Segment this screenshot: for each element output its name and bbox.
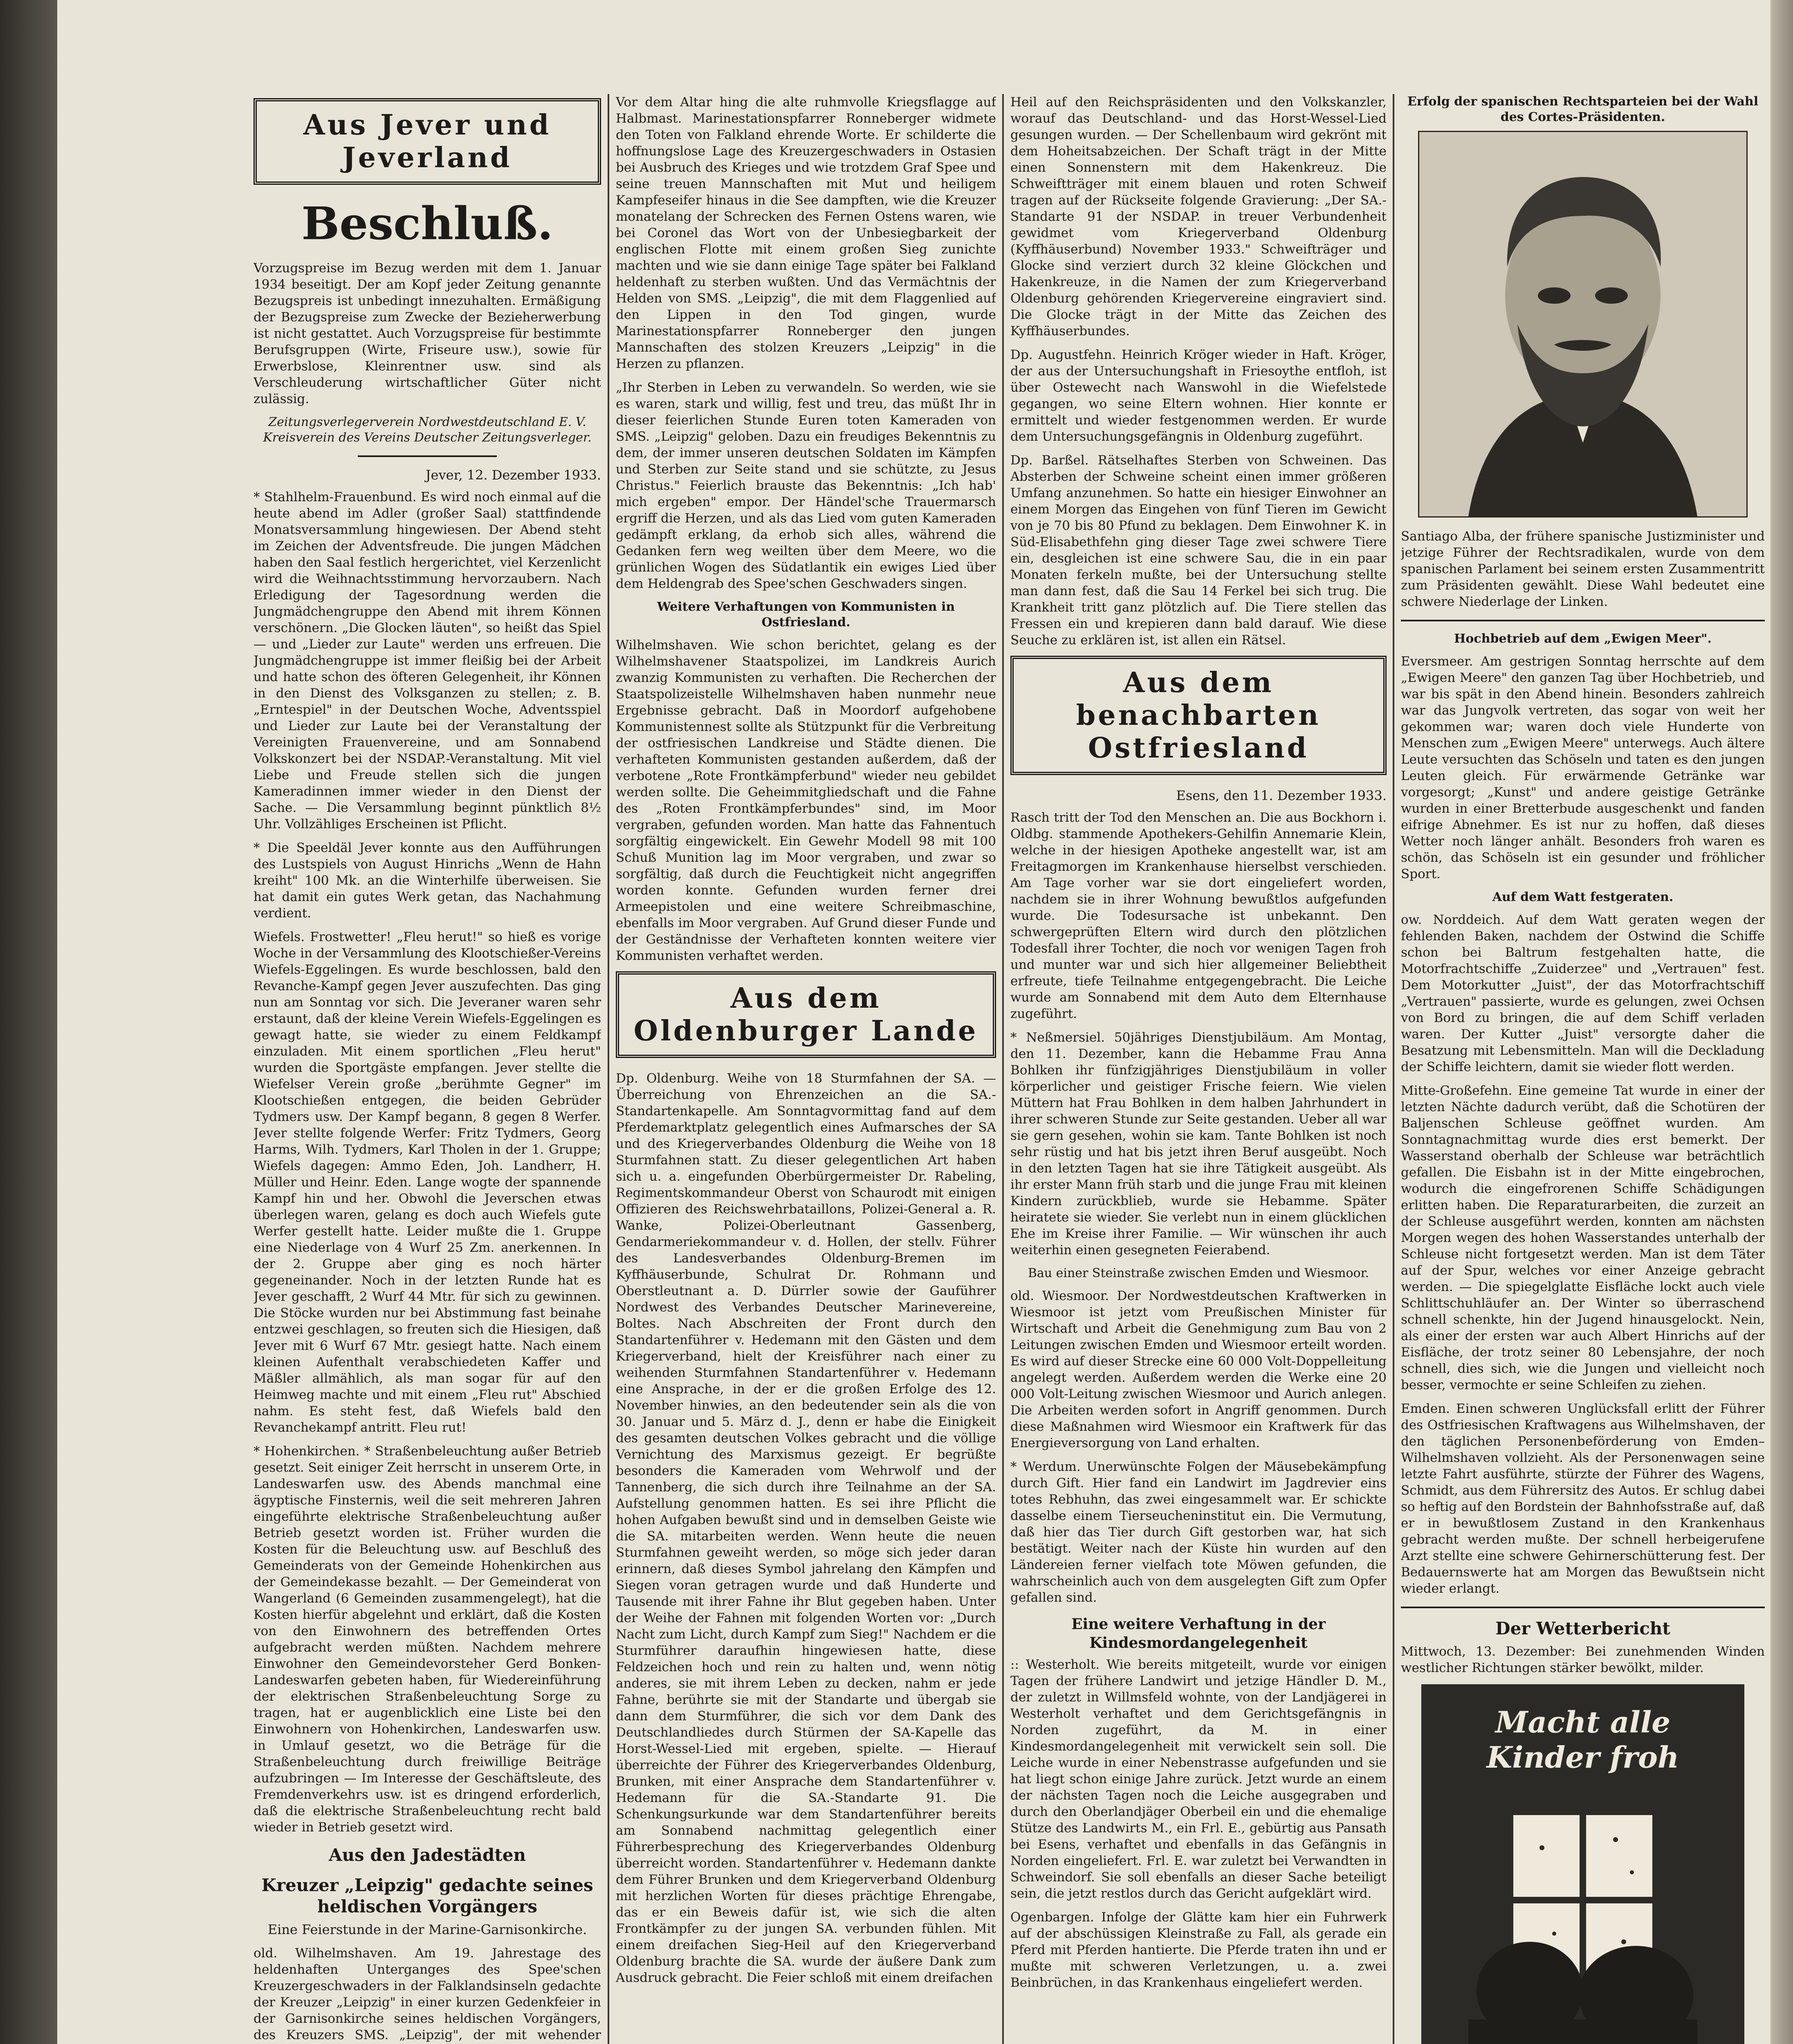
heading-jadestaedten: Aus den Jadestädten <box>328 1845 526 1865</box>
heading-ewiges-meer: Hochbetrieb auf dem „Ewigen Meer". <box>1454 632 1712 646</box>
column-4 <box>1401 94 1765 2044</box>
article-text: Wiefels. Frostwetter! „Fleu herut!" so hieß es vorige Woche in der Versammlung des Klootschießer-Vereins Wiefels-Eggelingen. Es wurde beschlossen, bald den Revanche-Kampf gegen Jever auszufechten. Das ging nun am Sonntag vor sich. Die Jeveraner waren sehr erstaunt, daß der kleine Verein Wiefels-Eggelingen es gewagt hatte, sie wieder zu einem Feldkampf einzuladen. Mit einem sportlichen „Fleu herut" wurden die Sportgäste empfangen. Jever stellte die Wiefelser Verein große „berühmte Gegner" im Klootschießen entgegen, die beiden Gebrüder Tydmers usw. Der Kampf begann, 8 gegen 8 Werfer. Jever stellte folgende Werfer: Fritz Tydmers, Georg Harms, Wilh. Tydmers, Karl Tholen in der 1. Gruppe; Wiefels dagegen: Ammo Eden, Joh. Landherr, H. Müller und Heinr. Eden. Lange wogte der spannende Kampf hin und her. Obwohl die Jeverschen etwas überlegen waren, gelang es doch auch Wiefels gute Werfer gestellt hatte. Leider mußte die 1. Gruppe eine Niederlage von 4 Wurf 25 Zm. anerkennen. In der 2. Gruppe aber ging es noch härter gegeneinander. Noch in der letzten Runde hat es Jever geschafft, 2 Wurf 44 Mtr. für sich zu gewinnen. Die Stöcke wurden nur bei Abstimmung fast beinahe entzwei geschlagen, so freuten sich die Hiesigen, daß Jever mit 6 Wurf 67 Mtr. gesiegt hatte. Nach einem kleinen Aufenthalt verabschiedeten Kaffer und Mäßler allmählich, als man sogar für auf den Heimweg machte und mit einem „Fleu rut" Abschied nahm. Es steht fest, daß Wiefels bald den Revanchekampf antritt. Fleu rut! <box>254 930 601 1435</box>
divider <box>1401 620 1765 621</box>
column-rule <box>1393 94 1394 2044</box>
photo-headline: Erfolg der spanischen Rechtsparteien bei der Wahl des Cortes-Präsidenten. <box>1407 94 1759 124</box>
article-text: Heil auf den Reichspräsidenten und den Volkskanzler, worauf das Deutschland- und das Horst-Wessel-Lied gesungen wurden. — Der Schellenbaum wird gekrönt mit dem Hoheitsabzeichen. Der Schaft trägt in der Mitte einen Sonnenstern mit dem Hakenkreuz. Die Schweiftträger mit einem blauen und roten Schweif tragen auf der Rückseite folgende Gravierung: „Der SA.-Standarte 91 der NSDAP. in treuer Verbundenheit gewidmet vom Kriegerverband Oldenburg (Kyffhäuserbund) November 1933." Schweifträger und Glocke sind verziert durch 32 kleine Glöckchen und Hakenkreuze, in die Namen der zum Kriegerverband Oldenburg gehörenden Kriegervereine eingraviert sind. Die Glocke trägt in der Mitte das Zeichen des Kyffhäuserbundes. <box>1010 95 1387 338</box>
article-text: Dp. Barßel. Rätselhaftes Sterben von Schweinen. Das Absterben der Schweine scheint einen immer größeren Umfang anzunehmen. So hatte ein hiesiger Einwohner an einem Morgen das Eingehen von fünf Tieren im Gewicht von je 70 bis 80 Pfund zu beklagen. Dem Einwohner K. in Süd-Elisabethfehn ging dieser Tage zwei schwere Tiere ein, desgleichen ist eine schwere Sau, die in ein paar Monaten ferkeln mußte, bei der Untersuchung stellte man dann fest, daß die Sau 14 Ferkel bei sich trug. Die Krankheit tritt ganz plötzlich auf. Die Tiere stellen das Fressen ein und krepieren dann bald darauf. Wie diese Seuche zu erklären ist, ist allen ein Rätsel. <box>1010 453 1387 648</box>
article-text: Wilhelmshaven. Wie schon berichtet, gelang es der Wilhelmshavener Staatspolizei, im Landkreis Aurich zwanzig Kommunisten zu verhaften. Die Recherchen der Staatspolizeistelle Wilhelmshaven haben nunmehr neue Ergebnisse gebracht. Daß in Moordorf aufgehobene Kommunistennest sollte als Stützpunkt für die Verbreitung der ostfriesischen Landkreise und Städte dienen. Die verhafteten Kommunisten gestanden außerdem, daß der verbotene „Rote Frontkämpferbund" wieder neu gebildet werden sollte. Die Geheimmitgliedschaft und die Fahne des „Roten Frontkämpferbundes" sind, im Moor vergraben, gefunden worden. Man hatte das Fahnentuch sorgfältig eingewickelt. Ein Gewehr Modell 98 mit 100 Schuß Munition lag im Moor vergraben, und zwar so sorgfältig, daß durch die Feuchtigkeit nicht angegriffen worden konnte. Gefunden wurden ferner drei Armeepistolen und eine weitere Schreibmaschine, ebenfalls im Moor vergraben. Auf Grund dieser Funde und der Geständnisse der Verhafteten konnten weitere vier Kommunisten verhaftet werden. <box>616 638 996 963</box>
article-text: Vorzugspreise im Bezug werden mit dem 1. Januar 1934 beseitigt. Der am Kopf jeder Zeitung genannte Bezugspreis ist unbedingt innezuhalten. Ermäßigung der Bezugspreise zum Zwecke der Bezieherwerbung ist nicht gestattet. Auch Vorzugspreise für bestimmte Berufsgruppen (Wirte, Friseure usw.), sowie für Erwerbslose, Kleinrentner usw. sind als Verschleuderung wirtschaftlicher Güter nicht zulässig. <box>254 261 601 406</box>
article-text: Eversmeer. Am gestrigen Sonntag herrschte auf dem „Ewigen Meere" den ganzen Tag über Hochbetrieb, und war bis spät in den Abend hinein. Besonders zahlreich war das Jungvolk vertreten, das sogar von weit her gekommen war; waren doch viele Hunderte von Menschen zum „Ewigen Meere" unterwegs. Auch ältere Leute versuchten das Schöseln und taten es den jungen Leuten gleich. Für erwärmende Getränke war vorgesorgt; „Kunst" und andere geistige Getränke wurden in einer Bretterbude ausgeschenkt und fanden eifrige Abnehmer. Es ist nur zu hoffen, daß dieses Wetter noch länger anhält. Besonders froh waren es schön, das Schöseln ist ein gesunder und fröhlicher Sport. <box>1401 654 1765 881</box>
heading-watt: Auf dem Watt festgeraten. <box>1492 890 1674 904</box>
section-header-oldenburg: Aus dem Oldenburger Lande <box>616 971 996 1058</box>
dateline: Jever, 12. Dezember 1933. <box>425 467 601 483</box>
article-text: „Ihr Sterben in Leben zu verwandeln. So werden, wie sie es waren, stark und willig, fest und treu, das müßt Ihr in dieser feierlichen Stunde Euren toten Kameraden von SMS. „Leipzig" geloben. Dazu ein freudiges Bekenntnis zu dem, der immer unseren deutschen Soldaten im Kämpfen und Sterben zur Seite stand und sie schützte, zu Jesus Christus." Feierlich brauste das Bekenntnis: „Ich hab' mich ergeben" empor. Der Händel'sche Trauermarsch ergriff die Herzen, und als das Lied vom guten Kameraden gedämpft erklang, da erhob sich alles, während die Gedanken fern weg weilten über dem Meere, wo die grünlichen Wogen des Südatlantik ein ewiges Lied über dem Heldengrab des Spee'schen Geschwaders singen. <box>616 380 996 591</box>
christmas-advertisement <box>1421 1684 1744 2044</box>
dateline: Esens, den 11. Dezember 1933. <box>1176 788 1387 803</box>
article-text: old. Wiesmoor. Der Nordwestdeutschen Kraftwerken in Wiesmoor ist jetzt vom Preußischen Minister für Wirtschaft und Arbeit die Genehmigung zum Bau von 2 Leitungen zwischen Emden und Wiesmoor erteilt worden. Es wird auf dieser Strecke eine 60 000 Volt-Doppelleitung angelegt werden. Außerdem werden die Werke eine 20 000 Volt-Leitung zwischen Wiesmoor und Aurich anlegen. Die Arbeiten werden sofort in Angriff genommen. Durch diese Maßnahmen wird Wiesmoor ein Kraftwerk für das Energieversorgung von Land erhalten. <box>1010 1289 1387 1450</box>
article-text: Mitte-Großefehn. Eine gemeine Tat wurde in einer der letzten Nächte dadurch verübt, daß die Schotüren der Baljenschen Schleuse geöffnet wurden. Am Sonntagnachmittag wurde dies erst bemerkt. Der Wasserstand oberhalb der Schleuse war beträchtlich gefallen. Die Eisbahn ist in der Mitte eingebrochen, wodurch die eingefrorenen Schiffe Schädigungen erlitten haben. Die Reparaturarbeiten, die zurzeit an der Schleuse ausgeführt werden, konnten am nächsten Morgen wegen des hohen Wasserstandes unterhalb der Schleuse nicht fortgesetzt werden. Man ist dem Täter auf der Spur, welches vor einer Anzeige gebracht werden. — Die spiegelglatte Eisfläche lockt auch viele Schlittschuhläufer an. Der Winter so überraschend schnell schenkte, hin der Jugend hinausgelockt. Nein, als einer der ersten war auch Albert Hinrichs auf der Eisfläche, der trotz seiner 80 Lebensjahre, der noch schnell, dies sich, wie die Jungen und vielleicht noch besser, vermochte er seine Schleifen zu ziehen. <box>1401 1083 1765 1392</box>
window-children-illustration <box>1460 1799 1705 2044</box>
article-text: Ogenbargen. Infolge der Glätte kam hier ein Fuhrwerk auf der abschüssigen Kleinstraße zu Fall, als gerade ein Pferd mit Pferden hantierte. Die Pferde traten ihn und er mußte mit schweren Verletzungen, u. a. zwei Beinbrüchen, in das Krankenhaus eingeliefert werden. <box>1010 1910 1387 1990</box>
heading-steinstrasse: Bau einer Steinstraße zwischen Emden und Wiesmoor. <box>1028 1266 1369 1280</box>
heading-kreuzer-leipzig: Kreuzer „Leipzig" gedachte seines heldischen Vorgängers <box>261 1875 593 1916</box>
heading-verhaftungen: Weitere Verhaftungen von Kommunisten in Ostfriesland. <box>657 600 955 630</box>
column-2 <box>616 94 996 2044</box>
column-1 <box>254 94 601 2044</box>
article-text: Dp. Oldenburg. Weihe von 18 Sturmfahnen der SA. — Überreichung von Ehrenzeichen an die SA.-Standartenkapelle. Am Sonntagvormittag fand auf dem Pferdemarktplatz gelegentlich eines Aufmarsches der SA und des Kriegerverbandes Oldenburg die Weihe von 18 Sturmfahnen statt. Zu dieser gelegentlichen Art haben sich u. a. eingefunden Oberbürgermeister Dr. Rabeling, Regimentskommandeur Oberst von Schaurodt mit einigen Offizieren des Reichswehrbataillons, Polizei-General a. R. Wanke, Polizei-Oberleutnant Gassenberg, Gendarmeriekommandeur v. d. Hollen, der stellv. Führer des Landesverbandes Oldenburg-Bremen im Kyffhäuserbunde, Schulrat Dr. Rohmann und Oberstleutnant a. D. Dürrler sowie der Gauführer Nordwest des Verbandes Deutscher Marinevereine, Boltes. Nach Abschreiten der Front durch den Standartenführer v. Hedemann mit den Gästen und dem Kriegerverband, hielt der Kreisführer nach einer zu weihenden Sturmfahnen Standartenführer v. Hedemann eine Ansprache, in der er die großen Erfolge des 12. November hinwies, an den bedeutender sein als die von 30. Januar und 5. März d. J., denn er habe die Einigkeit des gesamten deutschen Volkes gebracht und die völlige Vernichtung des Marxismus gezeigt. Er begrüßte besonders die Kameraden vom Wehrwolf und der Tannenberg, die sich durch ihre Teilnahme an der SA. Aufstellung genommen hatten. Es sei ihre Pflicht die hohen Aufgaben bewußt sind und in demselben Geiste wie die SA. mitarbeiten werden. Wenn heute die neuen Sturmfahnen geweiht werden, so möge sich jeder daran erinnern, daß dieses Symbol jahrelang den Kämpfen und Siegen voran getragen wurde und daß Hunderte und Tausende mit ihrer Fahne ihr Blut gegeben haben. Unter der Weihe der Fahnen mit folgenden Worten vor: „Durch Nacht zum Licht, durch Kampf zum Sieg!" Nachdem er die Sturmführer daraufhin hingewiesen hatte, diese Feldzeichen hoch und rein zu halten und, wenn nötig anderes, sie mit ihrem Leben zu decken, nahm er jede Fahne, berührte sie mit der Standarte und übergab sie dann dem Sturmführer, die sich vor dem Dank des Deutschlandliedes durch Stürmen der SA-Kapelle das Horst-Wessel-Lied mit ergeben, spielte. — Hierauf überreichte der Führer des Kriegerverbandes Oldenburg, Brunken, mit einer Ansprache dem Standartenführer v. Hedemann für die SA.-Standarte 91. Die Schenkungsurkunde war dem Standartenführer bereits am Sonnabend nachmittag gelegentlich einer Führerbesprechung des Kriegerverbandes Oldenburg überreicht worden. Standartenführer v. Hedemann dankte dem Führer Brunken und dem Kriegerverband Oldenburg mit herzlichen Worten für dieses prächtige Ehrengabe, das er ein Beweis dafür ist, wie sich die alten Frontkämpfer zu der jungen SA. verbunden fühlen. Mit einem dreifachen Sieg-Heil auf den Kriegerverband Oldenburg brachte die SA. wurde der äußere Dank zum Ausdruck gebracht. Die Feier schloß mit einem dreifachen <box>616 1071 996 1985</box>
article-text: old. Wilhelmshaven. Am 19. Jahrestage des heldenhaften Unterganges des Spee'schen Kreuzergeschwaders in der Falklandsinseln gedachte der Kreuzer „Leipzig" in einer kurzen Gedenkfeier in der Garnisonkirche seines heldischen Vorgängers, des Kreuzers SMS. „Leipzig", der mit wehender <box>254 1946 601 2042</box>
section-header-ostfriesland: Aus dem benachbarten Ostfriesland <box>1010 656 1387 775</box>
portrait-photo <box>1418 131 1748 518</box>
headline-beschluss: Beschluß. <box>301 197 553 250</box>
article-text: * Die Speeldäl Jever konnte aus den Aufführungen des Lustspiels von August Hinrichs „Wenn de Hahn kreiht" 100 Mk. an die Winterhilfe überweisen. Sie hat damit ein gutes Werk getan, das Nachahmung verdient. <box>254 840 601 921</box>
article-text: ow. Norddeich. Auf dem Watt geraten wegen der fehlenden Baken, nachdem der Ostwind die Schiffe schon bei Baltrum festgehalten hatte, die Motorfrachtschiffe „Zuiderzee" und „Vertrauen" fest. Dem Motorkutter „Juist", der das Motorfrachtschiff „Vertrauen" passierte, wurde es gelungen, zwei Ochsen von Bord zu bringen, die auf dem Schiff verladen waren. Der Kutter „Juist" versorgte daher die Besatzung mit Lebensmitteln. Man will die Deckladung der Schiffe leichtern, damit sie wieder flott werden. <box>1401 912 1765 1074</box>
heading-kindesmord: Eine weitere Verhaftung in der Kindesmordangelegenheit <box>1071 1616 1326 1652</box>
column-rule <box>608 94 609 2044</box>
article-text: * Neßmersiel. 50jähriges Dienstjubiläum. Am Montag, den 11. Dezember, kann die Hebamme Frau Anna Bohlken ihr fünfzigjähriges Dienstjubiläum in voller körperlicher und geistiger Frische feiern. Wie vielen Müttern hat Frau Bohlken in dem halben Jahrhundert in ihrer schweren Stunde zur Seite gestanden. Ueber all war sie gern gesehen, wohin sie kam. Tante Bohlken ist noch sehr rüstig und hat bis jetzt ihren Beruf ausgeübt. Noch in den letzten Tagen hat sie ihre Tätigkeit ausgeübt. Als ihr erster Mann früh starb und die junge Frau mit kleinen Kindern zurückblieb, wurde sie Hebamme. Später heiratete sie wieder. Sie verlebt nun in einem glücklichen Ehe im Kreise ihrer Familie. — Wir wünschen ihr auch weiterhin einen gesegneten Feierabend. <box>1010 1030 1387 1257</box>
article-text: :: Westerholt. Wie bereits mitgeteilt, wurde vor einigen Tagen der frühere Landwirt und jetzige Händler D. M., der zuletzt in Willmsfeld wohnte, von der Landjägerei in Westerholt verhaftet und dem Gerichtsgefängnis in Norden zugeführt, da M. in einer Kindesmordangelegenheit mit verwickelt sein soll. Die Leiche wurde in einer Nebenstrasse aufgefunden und sie hat liegt schon einige Jahre zurück. Jetzt wurde an einem der nächsten Tagen noch die Leiche ausgegraben und durch den Oberlandjäger Oberbeil ein und die ehemalige Stütze des Landwirts M., ein Frl. E., gebürtig aus Pansath bei Esens, verhaftet und ebenfalls in das Gefängnis in Norden eingeliefert. Frl. E. war zuletzt bei Verwandten in Schweindorf. Sie soll ebenfalls an dieser Sache beteiligt sein, die jetzt restlos durch das Gericht aufgeklärt wird. <box>1010 1657 1387 1901</box>
article-text: Emden. Einen schweren Unglücksfall erlitt der Führer des Ostfriesischen Kraftwagens aus Wilhelmshaven, der den täglichen Personenbeförderung von Emden–Wilhelmshaven vollzieht. Als der Personenwagen seine letzte Fahrt ausführte, stürzte der Führer des Wagens, Schmidt, aus dem Führersitz des Autos. Er schlug dabei so heftig auf den Bordstein der Bahnhofsstraße auf, daß er in bewußtlosem Zustand in den Krankenhaus gebracht werden mußte. Der schnell herbeigerufene Arzt stellte eine schwere Gehirnerschütterung fest. Der Bedauernswerte hat am Morgen das Bewußtsein nicht wieder erlangt. <box>1401 1401 1765 1596</box>
article-text: * Werdum. Unerwünschte Folgen der Mäusebekämpfung durch Gift. Hier fand ein Landwirt im Jagdrevier eins totes Rebhuhn, das zwei eingesammelt war. Er schickte dasselbe einem Tierseucheninstitut ein. Die Vermutung, daß hier das Tier durch Gift gestorben war, hat sich bestätigt. Weiter nach der Küste hin wurden auf den Ländereien ferner vielfach tote Möwen gefunden, die wahrscheinlich auch von dem ausgelegten Gift zum Opfer gefallen sind. <box>1010 1459 1387 1605</box>
poster-slogan-top: Macht alle Kinder froh <box>1486 1705 1679 1775</box>
column-3 <box>1010 94 1387 2044</box>
weather-text: Mittwoch, 13. Dezember: Bei zunehmenden Winden westlicher Richtungen stärker bewölkt, milder. <box>1401 1644 1765 1675</box>
divider <box>358 455 497 457</box>
divider <box>1401 1607 1765 1608</box>
article-text: Rasch tritt der Tod den Menschen an. Die aus Bockhorn i. Oldbg. stammende Apothekers-Gehilfin Annemarie Klein, welche in der hiesigen Apotheke angestellt war, ist am Freitagmorgen im Krankenhause hierselbst verschieden. Am Tage vorher war sie dort eingeliefert worden, nachdem sie in ihrer Wohnung bewußtlos aufgefunden wurde. Die Todesursache ist unbekannt. Den schwergeprüften Eltern wird durch den plötzlichen Todesfall ihrer Tochter, die noch vor wenigen Tagen froh und munter war und sich hier allgemeiner Beliebtheit erfreute, tiefe Teilnahme entgegengebracht. Die Leiche wurde am Sonnabend mit dem Auto dem Elternhause zugeführt. <box>1010 810 1387 1021</box>
scan-left-margin <box>0 0 57 2044</box>
subheading: Eine Feierstunde in der Marine-Garnisonkirche. <box>267 1922 587 1937</box>
column-rule <box>1002 94 1004 2044</box>
section-header-jever: Aus Jever und Jeverland <box>254 98 601 185</box>
signature: Kreisverein des Vereins Deutscher Zeitungsverleger. <box>263 430 592 445</box>
signature: Zeitungsverlegerverein Nordwestdeutschland E. V. <box>268 415 586 429</box>
article-text: * Stahlhelm-Frauenbund. Es wird noch einmal auf die heute abend im Adler (großer Saal) stattfindende Monatsversammlung hingewiesen. Der Abend steht im Zeichen der Adventsfreude. Die jungen Mädchen haben den Saal festlich hergerichtet, viel Kerzenlicht wird die Weihnachtsstimmung hervorzaubern. Nach Erledigung der Tagesordnung werden die Jungmädchengruppe den Abend mit ihrem Können verschönern. „Die Glocken läuten", so heißt das Spiel — und „Lieder zur Laute" werden uns erfreuen. Die Jungmädchengruppe ist immer fleißig bei der Arbeit und hatte schon des öfteren Gelegenheit, ihr Können in den Dienst des Volksganzen zu stellen; z. B. „Erntespiel" in der Deutschen Woche, Adventsspiel und Lieder zur Laute bei der Veranstaltung der Vereinigten Frauenvereine, und am Sonnabend Volkskonzert bei der NSDAP.-Veranstaltung. Mit viel Liebe und Freude stellen sich die jungen Kameradinnen immer wieder in den Dienst der Sache. — Die Versammlung beginnt pünktlich 8½ Uhr. Vollzähliges Erscheinen ist Pflicht. <box>254 490 601 831</box>
article-text: * Hohenkirchen. * Straßenbeleuchtung außer Betrieb gesetzt. Seit einiger Zeit herrscht in unserem Orte, in Landeswarfen usw. des Abends manchmal eine ägyptische Finsternis, weil die seit mehreren Jahren eingeführte elektrische Straßenbeleuchtung außer Betrieb gesetzt worden ist. Früher wurden die Kosten für die Beleuchtung usw. auf Beschluß des Gemeinderats von der Gemeinde Hohenkirchen aus der Gemeindekasse bezahlt. — Der Gemeinderat von Wangerland (6 Gemeinden zusammengelegt), hat die Kosten hierfür abgelehnt und erklärt, daß die Kosten von den Einwohnern des betreffenden Ortes aufgebracht werden müßten. Nachdem mehrere Einwohner den Gemeindevorsteher Gerd Bonken-Landeswarfen gebeten haben, für Wiedereinführung der elektrischen Straßenbeleuchtung Sorge zu tragen, hat er augenblicklich eine Liste bei den Einwohnern von Hohenkirchen, Landeswarfen usw. in Umlauf gesetzt, wo die Beträge für die Straßenbeleuchtung durch freiwillige Beiträge aufzubringen — Im Interesse der Geschäftsleute, des Fremdenverkehrs usw. ist es dringend erforderlich, daß die elektrische Straßenbeleuchtung recht bald wieder in Betrieb gesetzt wird. <box>254 1444 601 1835</box>
article-text: Vor dem Altar hing die alte ruhmvolle Kriegsflagge auf Halbmast. Marinestationspfarrer Ronneberger widmete den Toten von Falkland ehrende Worte. Er schilderte die hoffnungslose Lage des Kreuzergeschwaders in Ostasien bei Ausbruch des Krieges und wie trotzdem Graf Spee und seine treuen Mannschaften mit Mut und heiligem Kampfeseifer hinaus in die See dampften, wie die Kreuzer monatelang der Schrecken des Fernen Ostens waren, wie bei Coronel das Wort von der Unbesiegbarkeit der englischen Flotte mit einem großen Sieg zunichte machten und wie sie dann einige Tage später bei Falkland heldenhaft zu sterben wußten. Und das Vermächtnis der Helden von SMS. „Leipzig", die mit dem Flaggenlied auf den Lippen in den Tod gingen, wurde Marinestationspfarrer Ronneberger den jungen Mannschaften des stolzen Kreuzers „Leipzig" in die Herzen zu pflanzen. <box>616 95 996 371</box>
book-binding-edge <box>1771 0 1793 2044</box>
article-text: Dp. Augustfehn. Heinrich Kröger wieder in Haft. Kröger, der aus der Untersuchungshaft in Friesoythe entfloh, ist über Ostewecht nach Wanswohl in die Wiefelstede gegangen, wo seine Eltern wohnen. Hier konnte er ermittelt und wieder festgenommen werden. Er wurde dem Untersuchungsgefängnis in Oldenburg zugeführt. <box>1010 347 1387 444</box>
photo-caption: Santiago Alba, der frühere spanische Justizminister und jetzige Führer der Rechtsradikalen, wurde von dem spanischen Parlament bei seinem ersten Zusammentritt zum Präsidenten gewählt. Diese Wahl bedeutet eine schwere Niederlage der Linken. <box>1401 529 1765 609</box>
weather-title: Der Wetterbericht <box>1495 1618 1670 1638</box>
